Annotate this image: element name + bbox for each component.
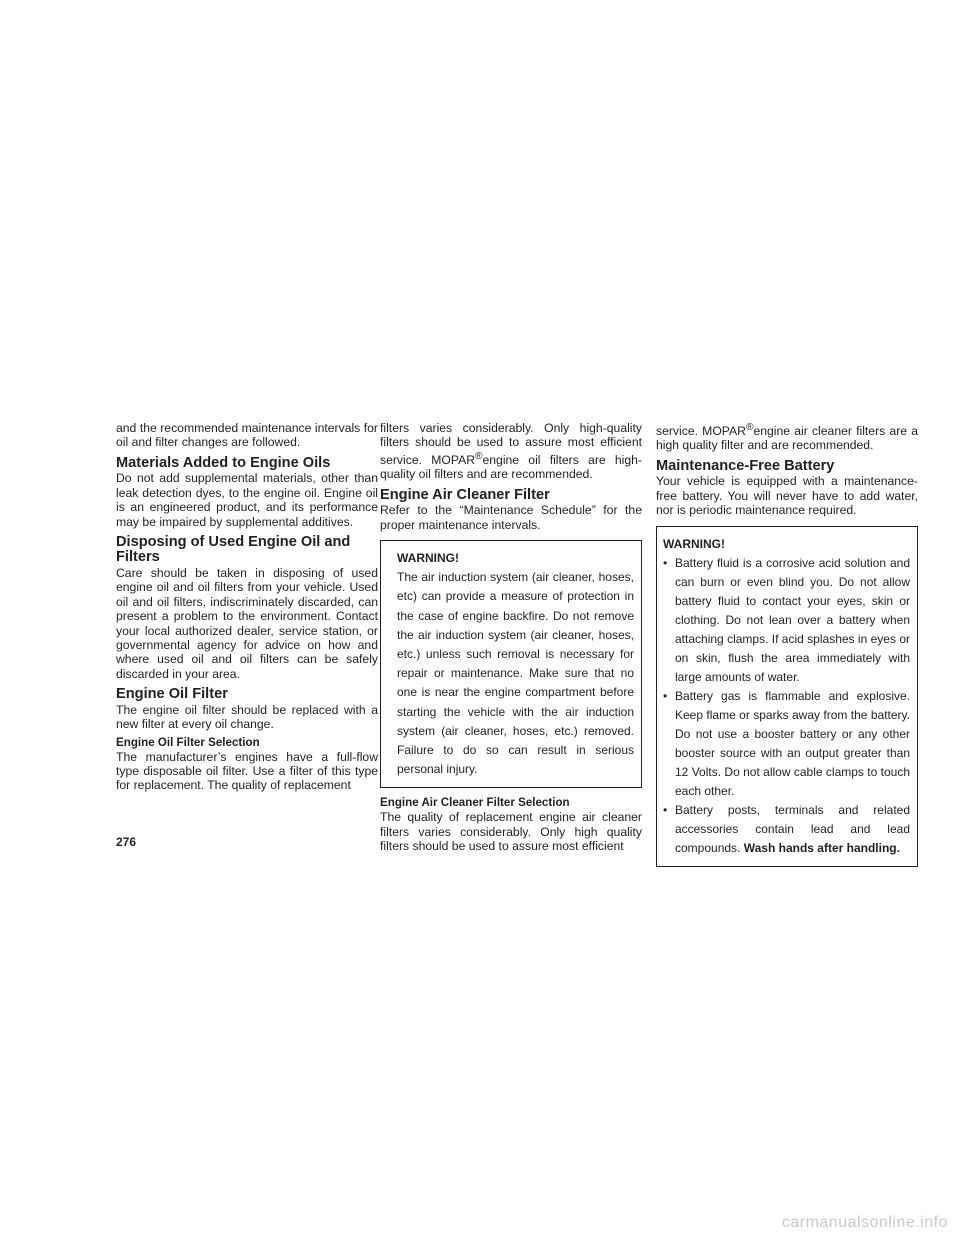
bullet-icon: • <box>663 688 668 703</box>
registered-mark: ® <box>745 422 754 433</box>
warning-bullet-list <box>663 554 910 858</box>
intro-paragraph: and the recommended maintenance intervals for oil and filter changes are followed. <box>116 421 378 450</box>
disposing-paragraph: Care should be taken in disposing of used engine oil and oil filters from your vehicle. Used oil and oil filters, indiscriminately discarded, can present a problem to the environment. Contact your local authorized dealer, service station, or governmental agency for advice on how and where used oil and oil filters can be safely discarded in your area. <box>116 565 378 681</box>
page-number: 276 <box>116 835 137 849</box>
heading-engine-oil-filter: Engine Oil Filter <box>116 686 228 703</box>
warning-text: The air induction system (air cleaner, hoses, etc) can provide a measure of protection in the case of engine backfire. Do not remove the air induction system (air cleaner, hoses, etc.) unless such removal is necessary for repair or maintenance. Make sure that no one is near the engine compartment before starting the vehicle with the air induction system (air cleaner, hoses, etc.) removed. Failure to do so can result in serious personal injury. <box>397 570 634 777</box>
heading-materials-added: Materials Added to Engine Oils <box>116 454 331 471</box>
heading-disposing-oil: Disposing of Used Engine Oil and Filters <box>116 533 351 566</box>
warning-bullet-item <box>663 554 910 687</box>
text-fragment: filters varies considerably. Only high-quality filters should be used to assure most efficient service. MOPAR <box>380 421 642 467</box>
warning-title: WARNING! <box>663 536 725 551</box>
text-fragment: engine air cleaner filters are a high quality filter and are recommended. <box>656 424 918 453</box>
air-cleaner-continued-paragraph <box>656 421 918 453</box>
bullet-bold-text: Wash hands after handling. <box>743 840 900 855</box>
air-cleaner-selection-paragraph: The quality of replacement engine air cleaner filters varies considerably. Only high quality filters should be used to assure most efficient <box>380 810 642 854</box>
subheading-air-cleaner-selection: Engine Air Cleaner Filter Selection <box>380 796 570 810</box>
bullet-text: Battery fluid is a corrosive acid solution and can burn or even blind you. Do not allow battery fluid to contact your eyes, skin or clothing. Do not lean over a battery when attaching clamps. If acid splashes in eyes or on skin, flush the area immediately with large amounts of water. <box>675 555 910 684</box>
bullet-icon: • <box>663 555 668 570</box>
oil-filter-continued-paragraph <box>380 421 642 482</box>
battery-paragraph: Your vehicle is equipped with a maintenance-free battery. You will never have to add water, nor is periodic maintenance required. <box>656 474 918 518</box>
heading-air-cleaner-filter: Engine Air Cleaner Filter <box>380 486 550 503</box>
warning-bullet-item <box>663 801 910 858</box>
column-left <box>116 421 378 797</box>
warning-box-air-induction <box>380 540 642 788</box>
watermark-text: carmanualsonline.info <box>781 1214 948 1231</box>
text-fragment: service. MOPAR <box>656 424 746 439</box>
oil-filter-paragraph: The engine oil filter should be replaced with a new filter at every oil change. <box>116 702 378 732</box>
subheading-oil-filter-selection: Engine Oil Filter Selection <box>116 735 260 749</box>
column-right <box>656 421 918 875</box>
bullet-text: Battery gas is flammable and explosive. Keep flame or sparks away from the battery. Do not use a booster battery or any other booster source with an output greater than 12 Volts. Do not allow cable clamps to touch each other. <box>675 688 910 798</box>
bullet-icon: • <box>663 802 668 817</box>
materials-paragraph: Do not add supplemental materials, other than leak detection dyes, to the engine oil. Engine oil is an engineered product, and its performance may be impaired by supplemental additives. <box>116 471 378 529</box>
heading-maintenance-free-battery: Maintenance-Free Battery <box>656 457 835 474</box>
oil-filter-selection-paragraph: The manufacturer’s engines have a full-flow type disposable oil filter. Use a filter of this type for replacement. The quality of replacement <box>116 749 378 793</box>
registered-mark: ® <box>475 450 483 462</box>
warning-box-battery <box>656 526 918 867</box>
bullet-text: Battery posts, terminals and related accessories contain lead and lead compounds. <box>675 802 910 855</box>
air-cleaner-paragraph: Refer to the “Maintenance Schedule” for the proper maintenance intervals. <box>380 503 642 532</box>
text-fragment: engine oil filters are high-quality oil filters and are recommended. <box>380 452 642 482</box>
column-middle <box>380 421 642 858</box>
warning-title: WARNING! <box>397 551 459 565</box>
warning-bullet-item <box>663 687 910 801</box>
